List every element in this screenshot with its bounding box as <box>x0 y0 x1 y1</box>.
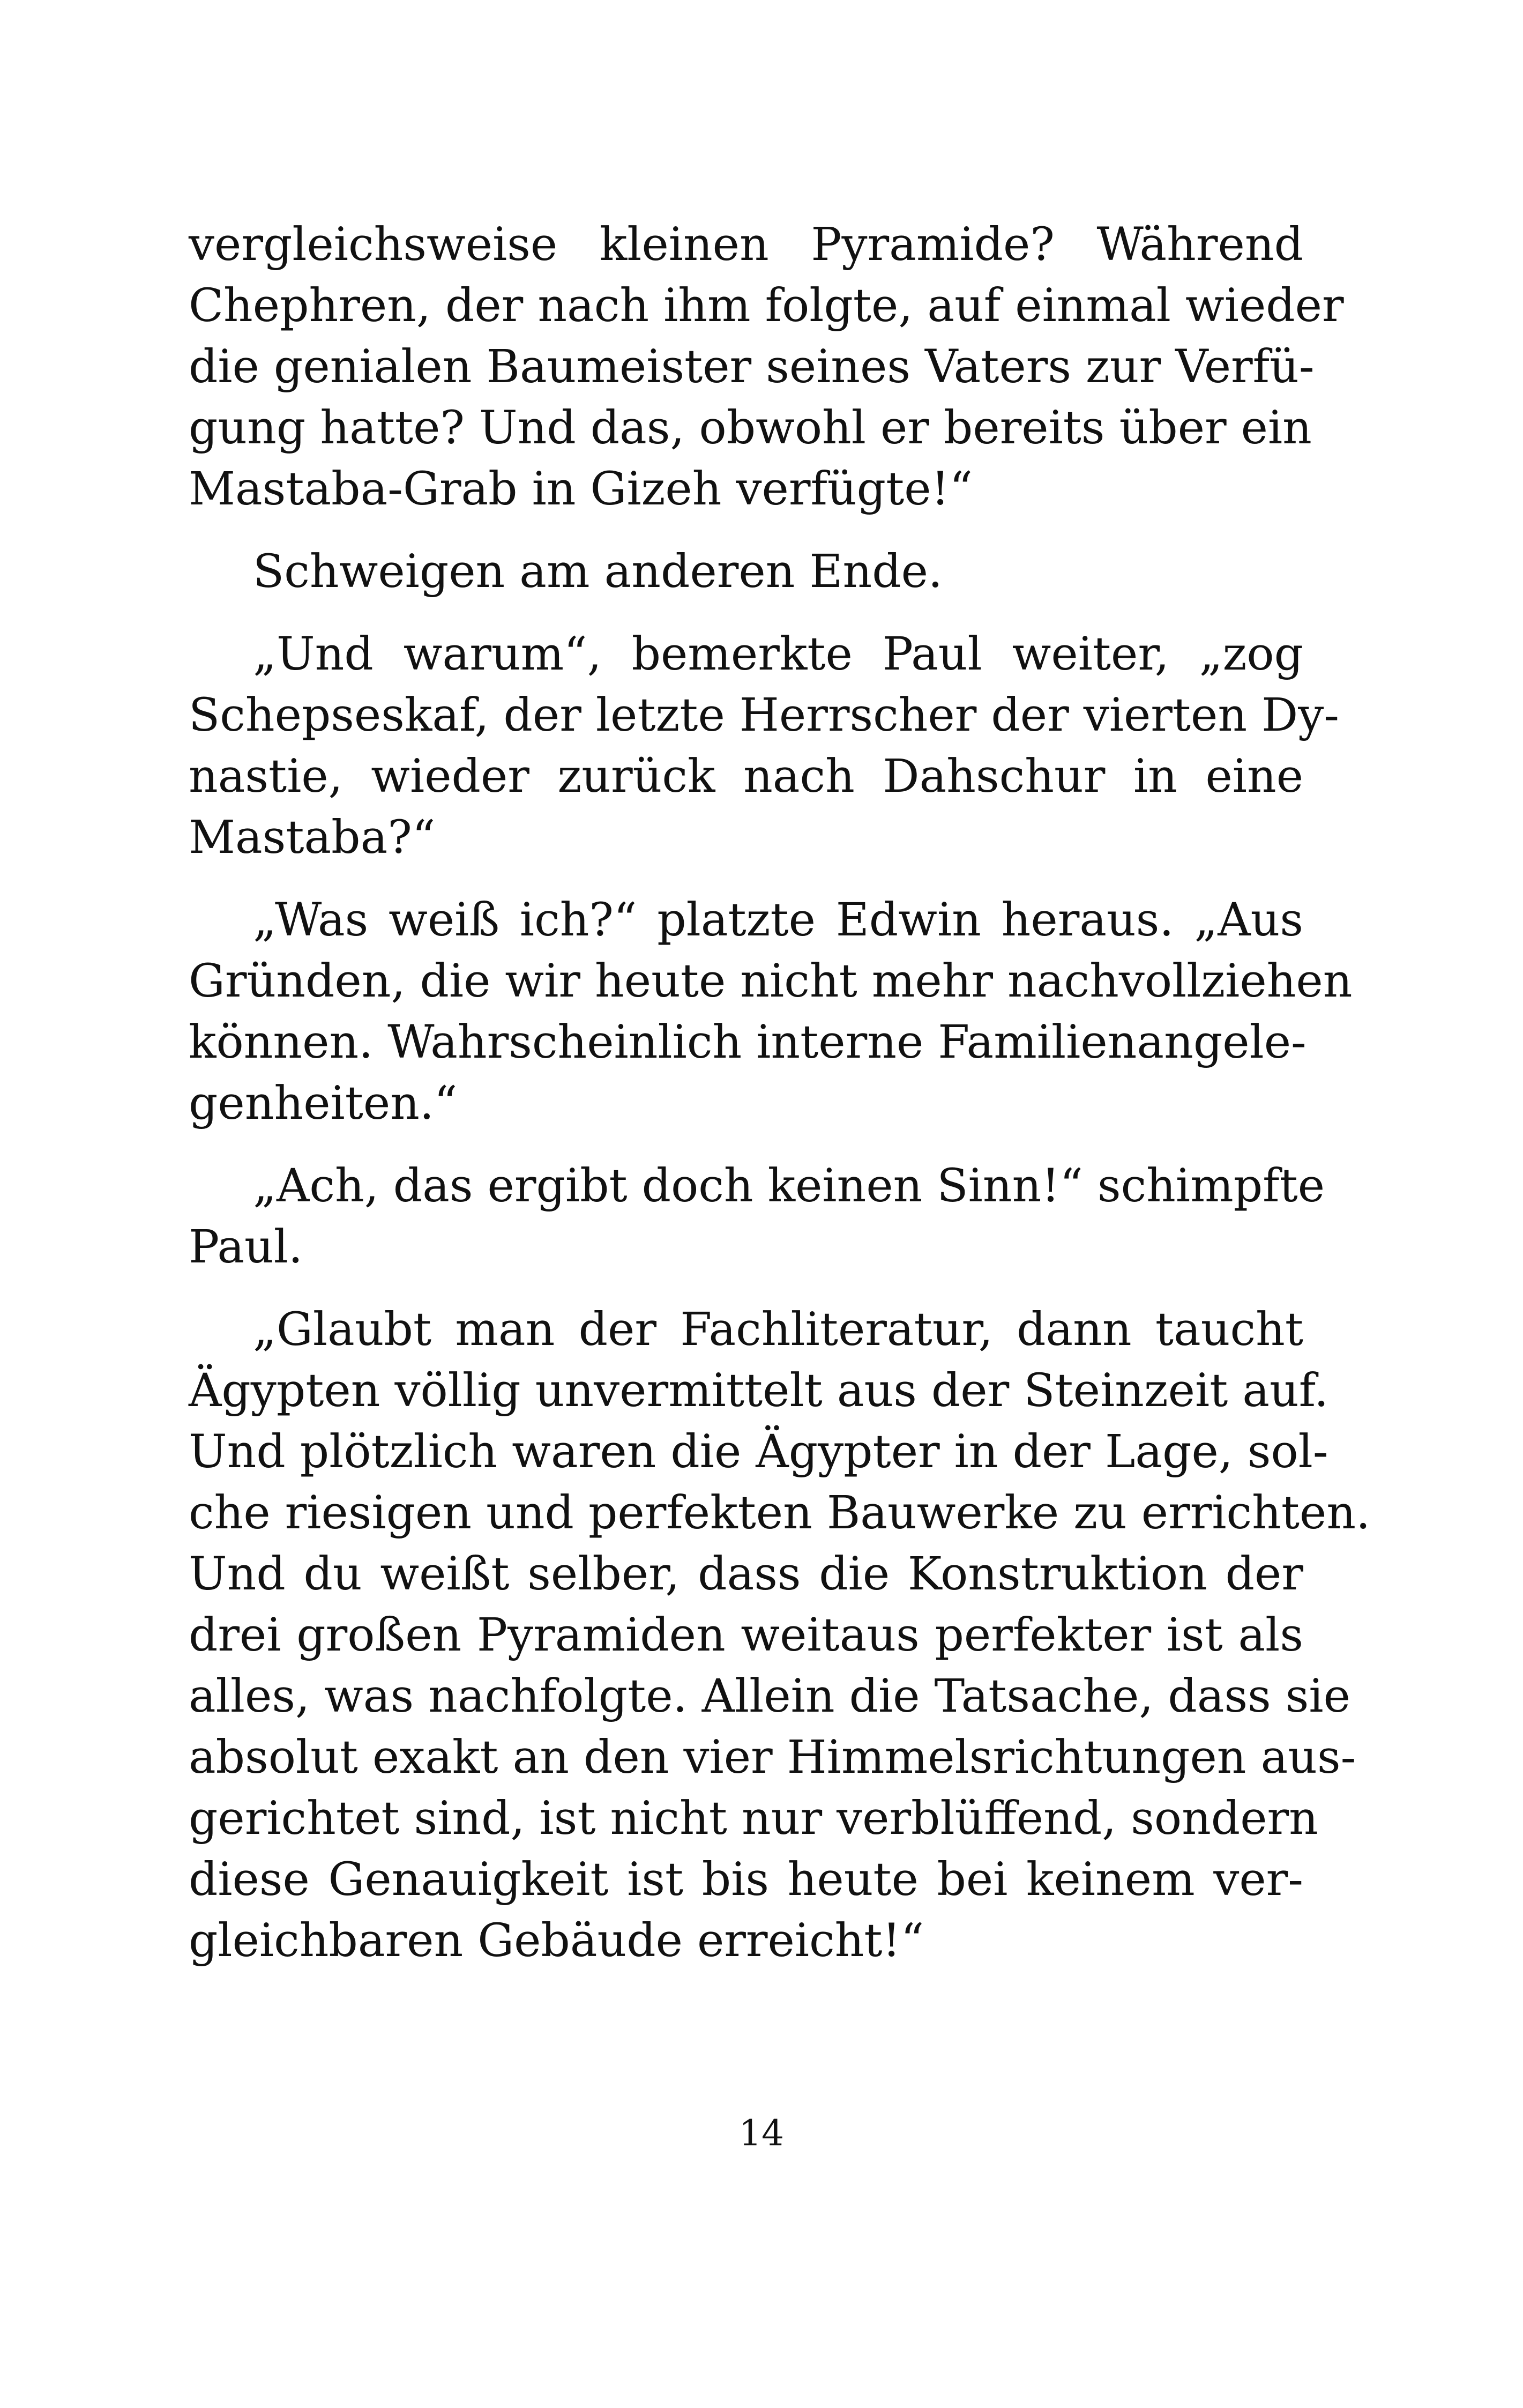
text-line: „Ach, das ergibt doch keinen Sinn!“ schimpfte <box>253 1160 1325 1213</box>
text-line: Und du weißt selber, dass die Konstruktion der <box>189 1548 1303 1601</box>
text-line: vergleichsweise kleinen Pyramide? Während <box>189 218 1303 271</box>
text-line: „Was weiß ich?“ platzte Edwin heraus. „Aus <box>253 894 1303 947</box>
text-line: Gründen, die wir heute nicht mehr nachvollziehen <box>189 955 1353 1008</box>
text-line: che riesigen und perfekten Bauwerke zu errichten. <box>189 1487 1371 1540</box>
text-line: alles, was nachfolgte. Allein die Tatsache, dass sie <box>189 1670 1350 1723</box>
page-number: 14 <box>739 2113 784 2154</box>
text-line: gleichbaren Gebäude erreicht!“ <box>189 1914 924 1967</box>
text-line: Schweigen am anderen Ende. <box>253 545 943 598</box>
text-line: gerichtet sind, ist nicht nur verblüffend, sondern <box>189 1792 1318 1845</box>
text-line: die genialen Baumeister seines Vaters zur Verfü- <box>189 340 1315 393</box>
text-line: Paul. <box>189 1221 303 1274</box>
text-line: „Glaubt man der Fachliteratur, dann taucht <box>253 1303 1303 1356</box>
text-line: Mastaba?“ <box>189 811 436 864</box>
text-line: nastie, wieder zurück nach Dahschur in eine <box>189 750 1303 803</box>
text-line: können. Wahrscheinlich interne Familienangele- <box>189 1016 1307 1069</box>
text-line: Schepseskaf, der letzte Herrscher der vierten Dy- <box>189 689 1339 742</box>
text-line: Ägypten völlig unvermittelt aus der Steinzeit auf. <box>189 1364 1329 1417</box>
text-line: „Und warum“, bemerkte Paul weiter, „zog <box>253 628 1303 681</box>
text-line: diese Genauigkeit ist bis heute bei keinem ver- <box>189 1853 1303 1906</box>
text-line: absolut exakt an den vier Himmelsrichtungen aus- <box>189 1731 1356 1784</box>
text-line: Chephren, der nach ihm folgte, auf einmal wieder <box>189 279 1344 332</box>
text-line: gung hatte? Und das, obwohl er bereits über ein <box>189 402 1312 455</box>
text-line: genheiten.“ <box>189 1077 458 1130</box>
text-line: Mastaba-Grab in Gizeh verfügte!“ <box>189 463 973 516</box>
text-line: Und plötzlich waren die Ägypter in der Lage, sol- <box>189 1425 1328 1478</box>
text-line: drei großen Pyramiden weitaus perfekter ist als <box>189 1609 1303 1662</box>
